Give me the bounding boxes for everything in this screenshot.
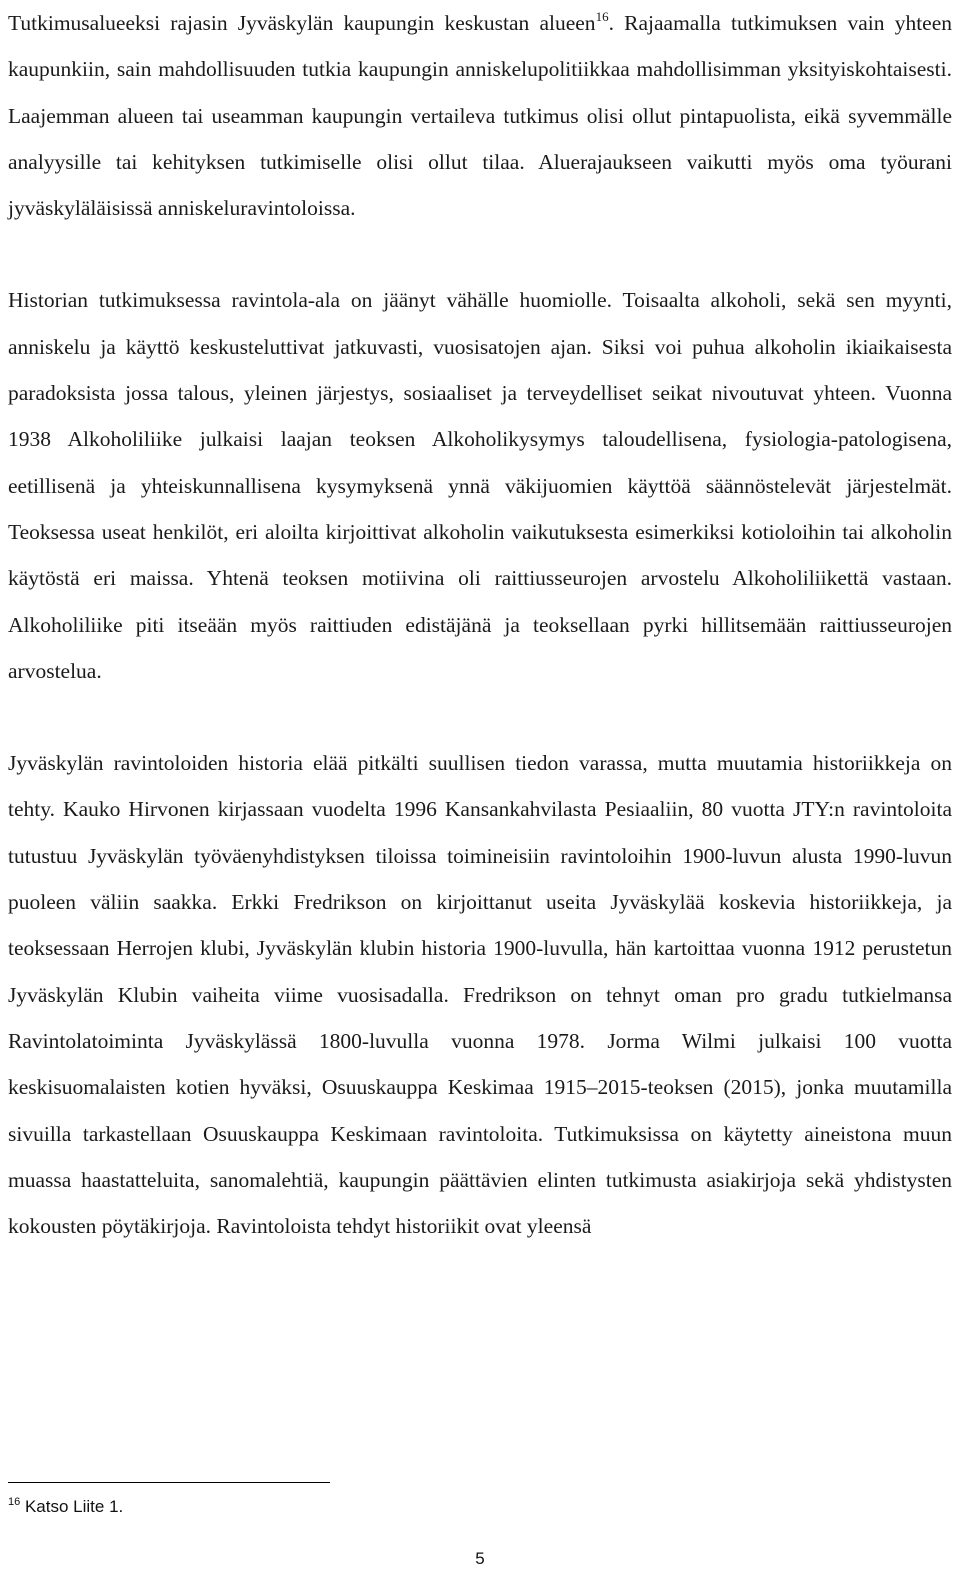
page-number: 5 (475, 1549, 485, 1568)
footnote-number: 16 (8, 1496, 21, 1508)
paragraph-text: Historian tutkimuksessa ravintola-ala on jäänyt vähälle huomiolle. Toisaalta alkoholi, sekä sen myynti, anniskelu ja käyttö keskusteluttivat jatkuvasti, vuosisatojen ajan. Siksi voi puhua alkoholin ikiaikaisesta paradoksista jossa talous, yleinen järjestys, sosiaaliset ja terveydelliset seikat nivoutuvat yhteen. Vuonna 1938 Alkoholiliike julkaisi laajan teoksen Alkoholikysymys taloudellisena, fysiologia-patologisena, eetillisenä ja yhteiskunnallisena kysymyksenä ynnä väkijuomien käyttöä säännöstelevät järjestelmät. Teoksessa useat henkilöt, eri aloilta kirjoittivat alkoholin vaikutuksesta esimerkiksi kotioloihin tai alkoholin käytöstä eri maissa. Yhtenä teoksen motiivina oli raittiusseurojen arvostelu Alkoholiliikettä vastaan. Alkoholiliike piti itseään myös raittiuden edistäjänä ja teoksellaan pyrki hillitsemään raittiusseurojen arvostelua. (8, 288, 952, 683)
paragraph-jyvaskyla-restaurants (8, 740, 952, 1249)
footnote-separator (8, 1482, 330, 1483)
footnote-text: Katso Liite 1. (20, 1497, 124, 1516)
paragraph-text: . Rajaamalla tutkimuksen vain yhteen kaupunkiin, sain mahdollisuuden tutkia kaupungin anniskelupolitiikkaa mahdollisimman yksityiskohtaisesti. Laajemman alueen tai useamman kaupungin vertaileva tutkimus olisi ollut pintapuolista, eikä syvemmälle analyysille tai kehityksen tutkimiselle olisi ollut tilaa. Aluerajaukseen vaikutti myös oma työurani jyväskyläläisissä anniskeluravintoloissa. (8, 11, 953, 221)
paragraph-text: Jyväskylän ravintoloiden historia elää pitkälti suullisen tiedon varassa, mutta muutamia historiikkeja on tehty. Kauko Hirvonen kirjassaan vuodelta 1996 Kansankahvilasta Pesiaaliin, 80 vuotta JTY:n ravintoloita tutustuu Jyväskylän työväenyhdistyksen tiloissa toimineisiin ravintoloihin 1900-luvun alusta 1990-luvun puoleen väliin saakka. Erkki Fredrikson on kirjoittanut useita Jyväskylää koskevia historiikkeja, ja teoksessaan Herrojen klubi, Jyväskylän klubin historia 1900-luvulla, hän kartoittaa vuonna 1912 perustetun Jyväskylän Klubin vaiheita viime vuosisadalla. Fredrikson on tehnyt oman pro gradu tutkielmansa Ravintolatoiminta Jyväskylässä 1800-luvulla vuonna 1978. Jorma Wilmi julkaisi 100 vuotta keskisuomalaisten kotien hyväksi, Osuuskauppa Keskimaa 1915–2015-teoksen (2015), jonka muutamilla sivuilla tarkastellaan Osuuskauppa Keskimaan ravintoloita. Tutkimuksissa on käytetty aineistona muun muassa haastatteluita, sanomalehtiä, kaupungin päättävien elinten tutkimusta asiakirjoja sekä yhdistysten kokousten pöytäkirjoja. Ravintoloista tehdyt historiikit ovat yleensä (8, 751, 952, 1239)
document-page (8, 0, 952, 1249)
paragraph-text: Tutkimusalueeksi rajasin Jyväskylän kaupungin keskustan alueen (8, 11, 596, 35)
footnote (8, 1496, 123, 1518)
paragraph-area-delimitation (8, 0, 952, 231)
footnote-reference[interactable]: 16 (595, 9, 609, 24)
paragraph-research-history (8, 277, 952, 694)
